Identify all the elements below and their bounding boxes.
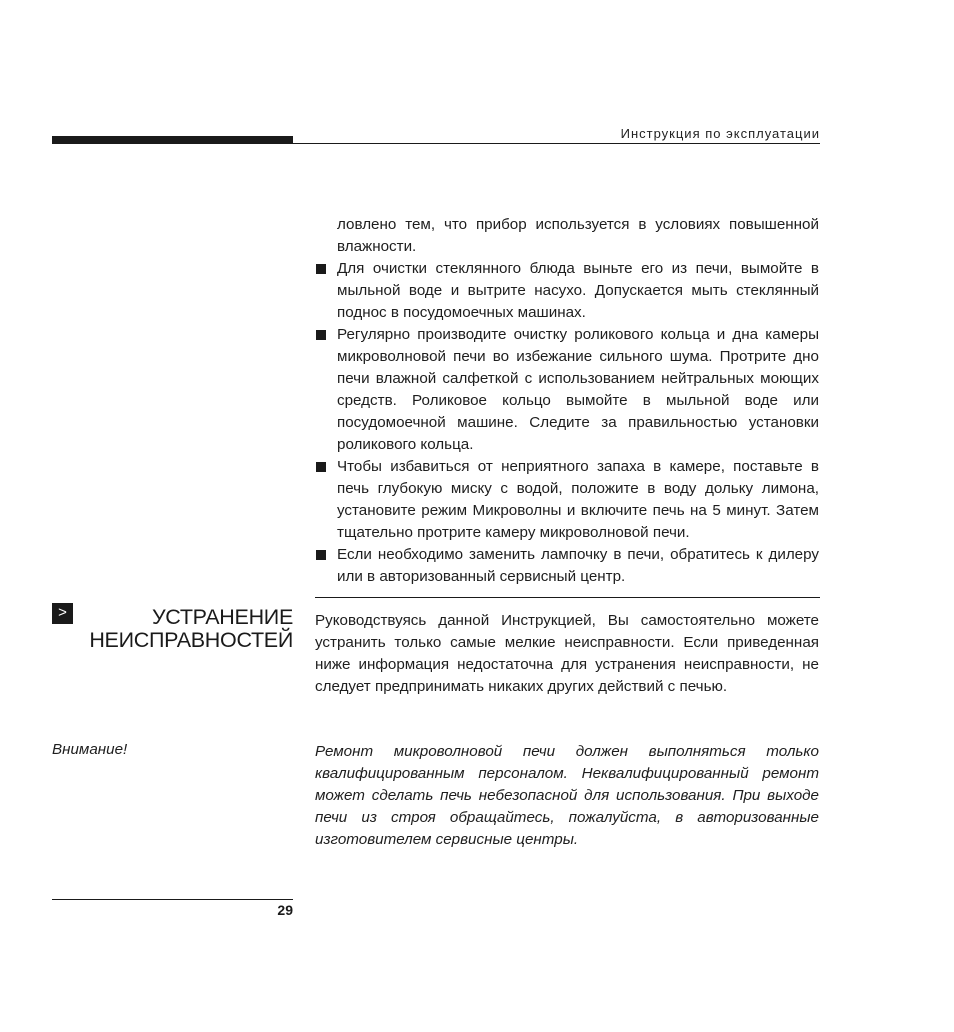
list-item xyxy=(315,258,819,324)
list-item xyxy=(315,324,819,456)
square-bullet-icon xyxy=(316,462,326,472)
list-item xyxy=(315,456,819,544)
square-bullet-icon xyxy=(316,330,326,340)
square-bullet-icon xyxy=(316,550,326,560)
troubleshooting-intro-paragraph: Руководствуясь данной Инструкцией, Вы самостоятельно можете устранить только самые мелкие неисправности. Если приведенная ниже информация недостаточна для устранения неисправности, не следует предпринимать никаких других действий с печью. xyxy=(315,612,819,695)
section-heading xyxy=(80,606,293,652)
list-item-text: Если необходимо заменить лампочку в печи, обратитесь к дилеру или в авторизованный сервисный центр. xyxy=(337,546,819,585)
square-bullet-icon xyxy=(316,264,326,274)
header-thin-rule xyxy=(293,143,820,144)
section-arrow-icon: > xyxy=(52,603,73,624)
section-heading-line1: УСТРАНЕНИЕ xyxy=(151,605,293,629)
list-item xyxy=(315,544,819,588)
list-item-text: Для очистки стеклянного блюда выньте его из печи, вымойте в мыльной воде и вытрите насухо. Допускается мыть стеклянный поднос в посудомоечных машинах. xyxy=(337,260,819,321)
list-item-text: Чтобы избавиться от неприятного запаха в камере, поставьте в печь глубокую миску с водой, положите в воду дольку лимона, установите режим Микроволны и включите печь на 5 минут. Затем тщательно протрите камеру микроволновой печи. xyxy=(337,458,819,541)
footer-rule xyxy=(52,899,293,900)
header-thick-rule xyxy=(52,136,293,144)
attention-label: Внимание! xyxy=(52,741,128,758)
page-number: 29 xyxy=(277,902,293,918)
running-header-title: Инструкция по эксплуатации xyxy=(620,126,820,141)
list-item-text: Регулярно производите очистку роликового кольца и дна камеры микроволновой печи во избежание сильного шума. Протрите дно печи влажной салфеткой с использованием нейтральных моющих средств. Роликовое кольцо вымойте в мыльной воде или посудомоечной машине. Следите за правильностью установки роликового кольца. xyxy=(337,326,819,453)
continuation-paragraph: ловлено тем, что прибор используется в условиях повышенной влажности. xyxy=(337,216,819,255)
section-heading-line2: НЕИСПРАВНОСТЕЙ xyxy=(89,628,293,652)
section-divider xyxy=(315,597,820,598)
attention-paragraph: Ремонт микроволновой печи должен выполняться только квалифицированным персоналом. Неквалифицированный ремонт может сделать печь небезопасной для использования. При выходе печи из строя обращайтесь, пожалуйста, в авторизованные изготовителем сервисные центры. xyxy=(315,743,819,848)
care-bullet-list xyxy=(315,258,819,588)
